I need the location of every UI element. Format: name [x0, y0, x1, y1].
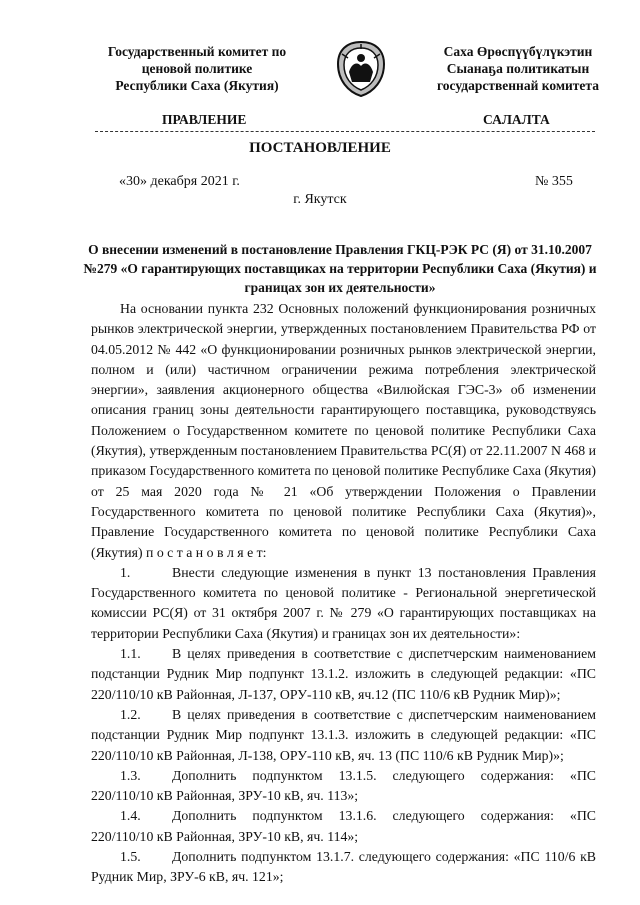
- document-subject: О внесении изменений в постановление Правления ГКЦ-РЭК РС (Я) от 31.10.2007 №279 «О гарантирующих поставщиках на территории Республики Саха (Якутия) и границах зон их деятельности»: [83, 242, 597, 295]
- item-number: 1.1.: [120, 646, 141, 662]
- preamble-paragraph: На основании пункта 232 Основных положений функционирования розничных рынков электрической энергии, утвержденных постановлением Правительства РФ от 04.05.2012 № 442 «О функционировании розничных рынков электрической энергии, полном и (или) частичном ограничении режима потребления электрической энергии», заявления акционерного общества «Вилюйская ГЭС-3» об изменении описания границ зоны деятельности гарантирующего поставщика, руководствуясь Положением о Государственном комитете по ценовой политике Республики Саха (Якутия), утвержденным постановлением Правительства РС(Я) от 22.11.2007 N 468 и приказом Государственного комитета по ценовой политике Республике Саха (Якутия) от 25 мая 2020 года № 21 «Об утверждении Положения о Правлении Государственного комитета по ценовой политике Республики Саха (Якутия)», Правление Государственного комитета по ценовой политике Республики Саха (Якутия) п о с т а н о в л я е т:: [91, 301, 596, 560]
- item-text: В целях приведения в соответствие с диспетчерским наименованием подстанции Рудник Мир подпункт 13.1.3. изложить в следующей редакции: «ПС 220/110/10 кВ Районная, Л-138, ОРУ-110 кВ, яч. 13 (ПС 110/6 кВ Рудник Мир)»;: [91, 706, 596, 763]
- item-number: 1.: [120, 564, 131, 580]
- coat-of-arms-icon: [334, 40, 388, 98]
- item-1-4: [91, 806, 596, 847]
- item-number: 1.2.: [120, 706, 141, 722]
- document-date: «30» декабря 2021 г.: [119, 174, 240, 189]
- board-label-ru: ПРАВЛЕНИЕ: [162, 112, 247, 127]
- header-right-line-2: Сыанаҕа политикатын: [446, 61, 590, 76]
- item-text: Дополнить подпунктом 13.1.5. следующего содержания: «ПС 220/110/10 кВ Районная, ЗРУ-10 кВ, яч. 113»;: [91, 767, 596, 804]
- document-city: г. Якутск: [293, 192, 347, 207]
- header-right-line-3: государственнай комитета: [437, 78, 599, 93]
- item-number: 1.5.: [120, 849, 141, 865]
- item-text: В целях приведения в соответствие с диспетчерским наименованием подстанции Рудник Мир подпункт 13.1.2. изложить в следующей редакции: «ПС 220/110/10 кВ Районная, Л-137, ОРУ-110 кВ, яч.12 (ПС 110/6 кВ Рудник Мир)»;: [91, 646, 596, 702]
- document-type: ПОСТАНОВЛЕНИЕ: [249, 140, 391, 156]
- item-text: Дополнить подпунктом 13.1.6. следующего содержания: «ПС 220/110/10 кВ Районная, ЗРУ-10 кВ, яч. 114»;: [91, 808, 596, 844]
- header-divider: [95, 131, 595, 132]
- document-body: [91, 299, 596, 888]
- item-1: [91, 563, 596, 644]
- item-text: Внести следующие изменения в пункт 13 постановления Правления Государственного комитета по ценовой политике - Региональной энергетической комиссии РС(Я) от 31 октября 2007 г. № 279 «О гарантирующих поставщиках на территории Республики Саха (Якутия) и границах зон их деятельности»:: [91, 564, 596, 641]
- item-1-1: [91, 644, 596, 705]
- header-right-line-1: Саха Өрөспүүбүлүкэтин: [443, 44, 593, 59]
- item-1-5: [91, 847, 596, 888]
- header-left-line-3: Республики Саха (Якутия): [115, 78, 279, 93]
- document-number: № 355: [535, 174, 573, 189]
- item-1-3: [91, 766, 596, 807]
- item-number: 1.4.: [120, 808, 141, 824]
- header-left-line-2: ценовой политике: [141, 61, 253, 76]
- header-left: [92, 43, 302, 94]
- board-label-sakha: САЛАЛТА: [483, 112, 550, 127]
- header-left-line-1: Государственный комитет по: [107, 44, 287, 59]
- item-number: 1.3.: [120, 767, 141, 783]
- item-1-2: [91, 705, 596, 766]
- item-text: Дополнить подпунктом 13.1.7. следующего содержания: «ПС 110/6 кВ Рудник Мир, ЗРУ-6 кВ, яч. 121»;: [91, 849, 596, 885]
- header-right: [418, 43, 618, 94]
